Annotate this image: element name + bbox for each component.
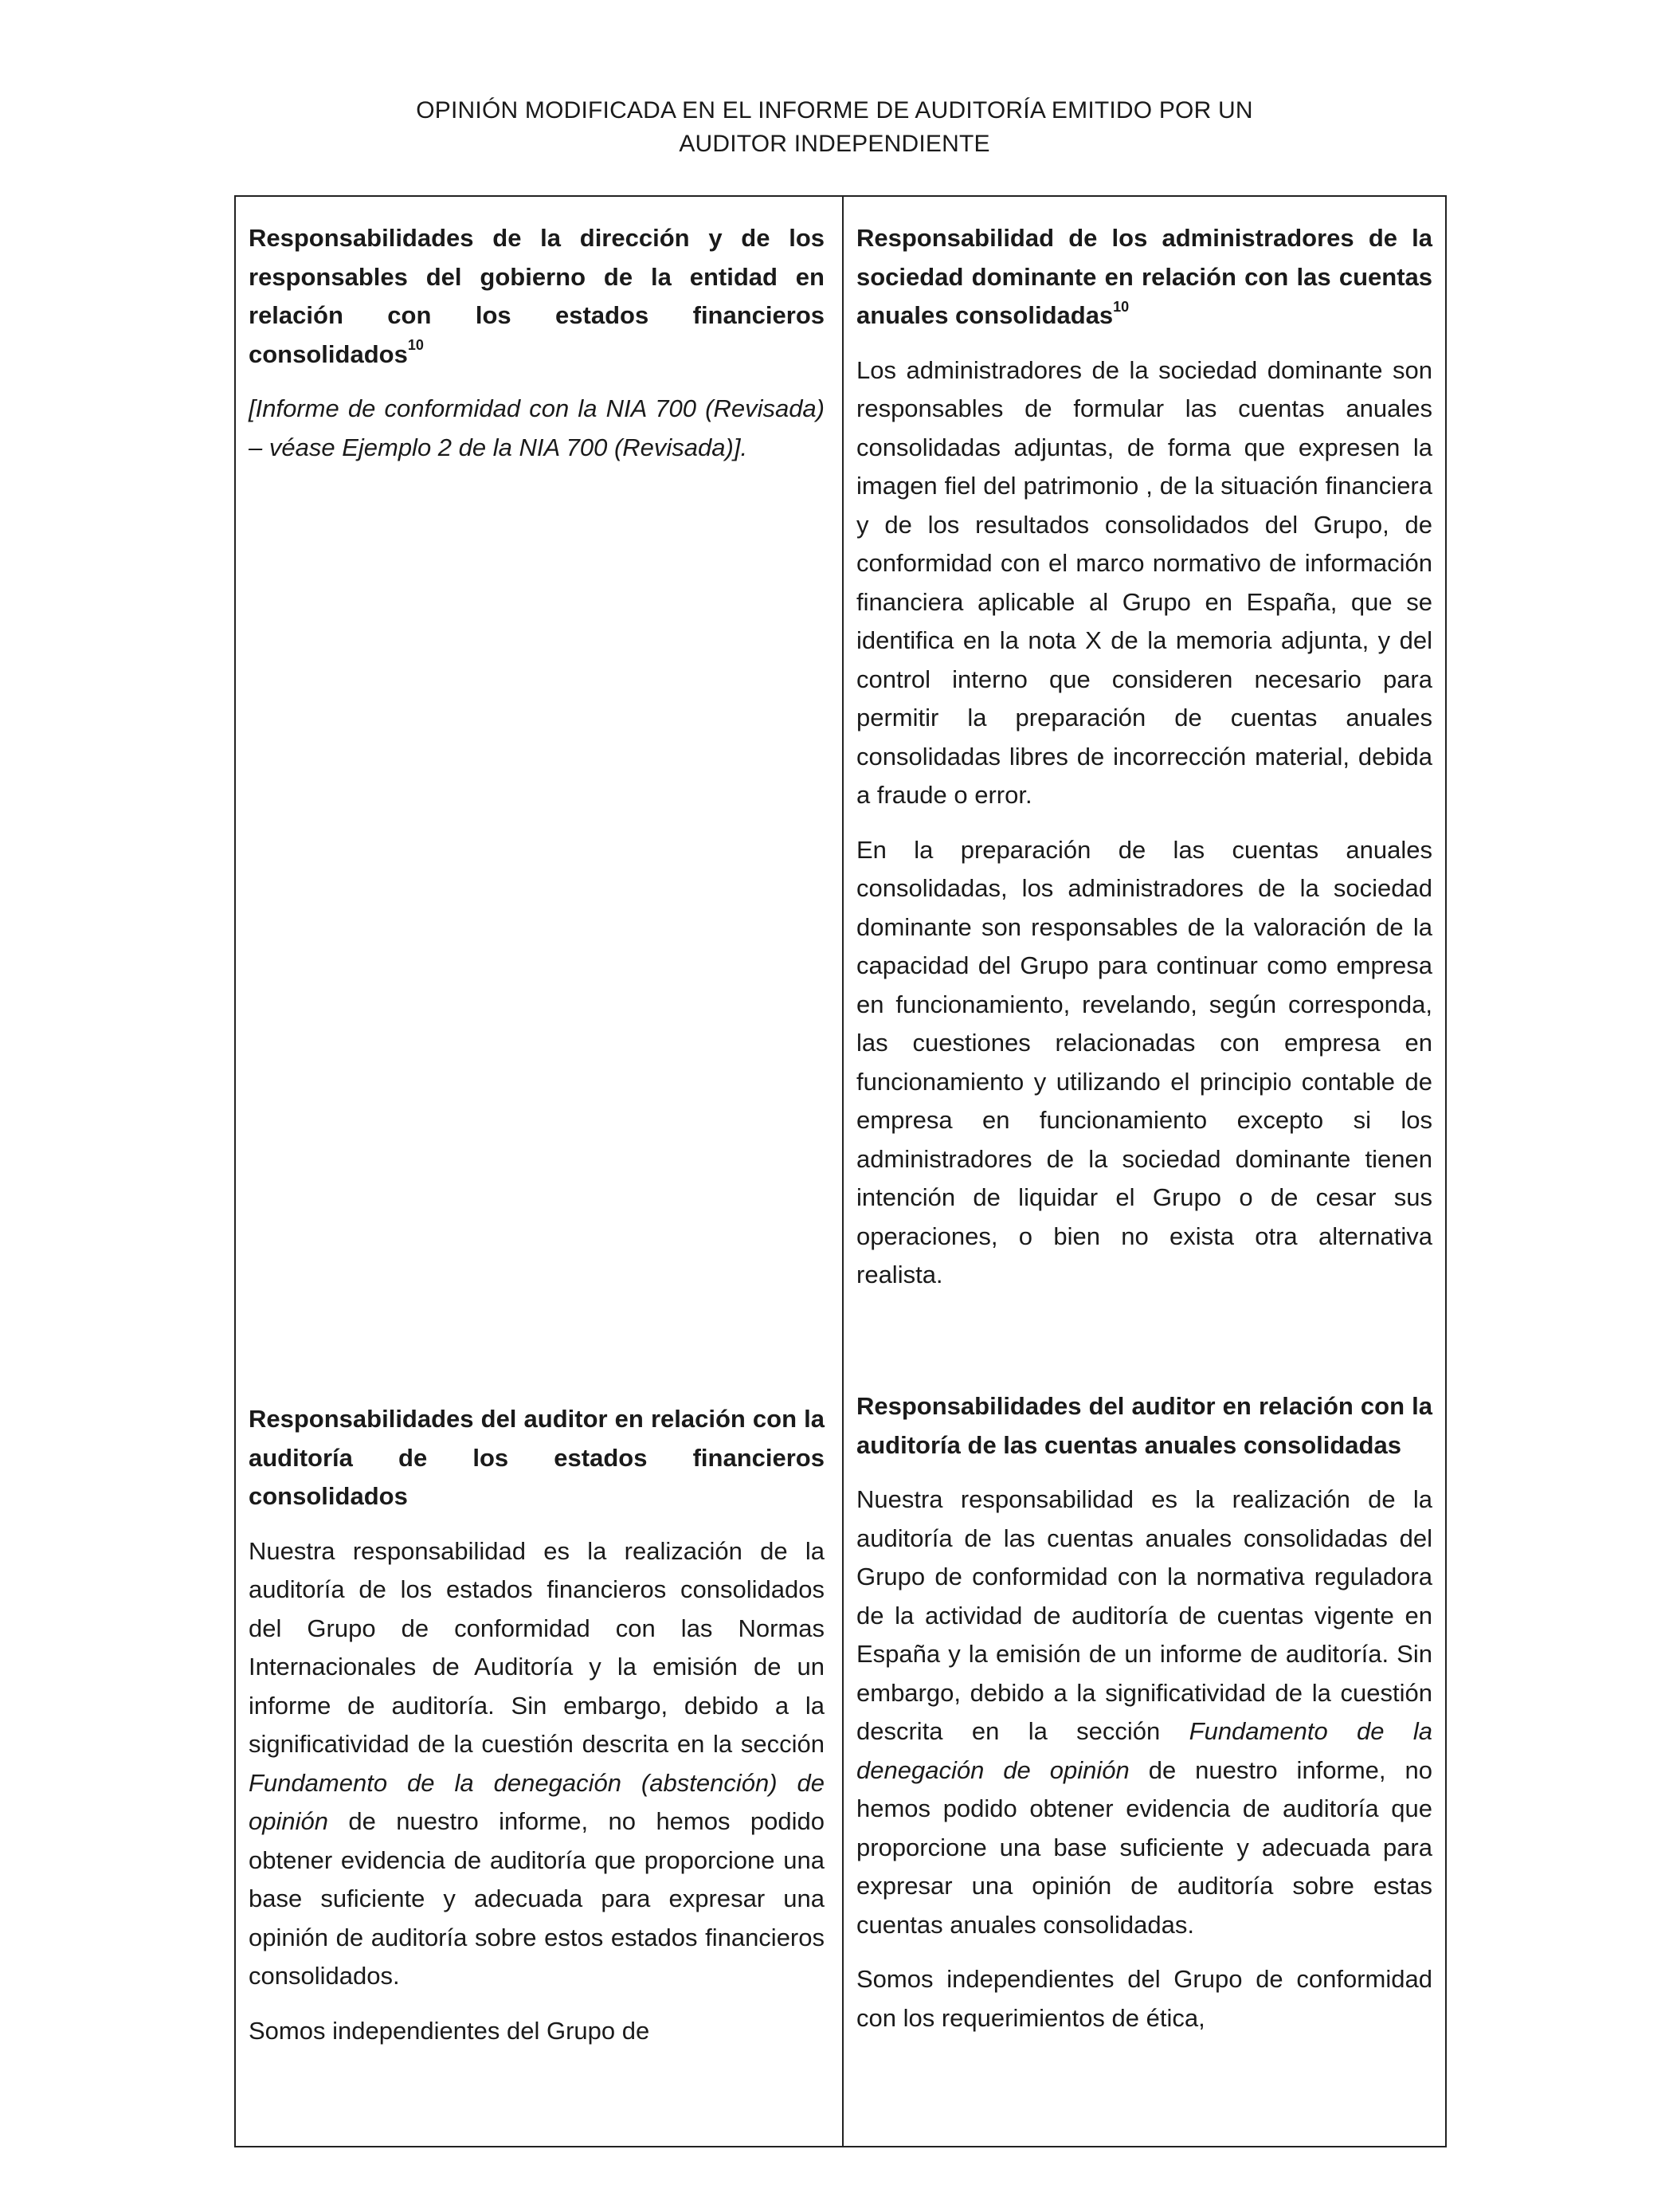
right-section-auditor-responsibilities	[856, 1387, 1432, 2037]
right-section2-title: Responsabilidades del auditor en relación con la auditoría de las cuentas anuales consolidadas	[856, 1392, 1432, 1459]
right-section1-para1: Los administradores de la sociedad dominante son responsables de formular las cuentas anuales consolidadas adjuntas, de forma que expresen la imagen fiel del patrimonio , de la situación financiera y de los resultados consolidados del Grupo, de conformidad con el marco normativo de información financiera aplicable al Grupo en España, que se identifica en la nota X de la memoria adjunta, y del control interno que consideren necesario para permitir la preparación de cuentas anuales consolidadas libres de incorrección material, debida a fraude o error.	[856, 355, 1432, 809]
left-section1-note: [Informe de conformidad con la NIA 700 (Revisada) – véase Ejemplo 2 de la NIA 700 (Revisada)].	[249, 394, 825, 461]
left-section2-para2: Somos independientes del Grupo de	[249, 2016, 650, 2045]
left-section-management-responsibilities	[249, 219, 825, 467]
right-column	[844, 197, 1447, 2146]
right-section2-para2: Somos independientes del Grupo de conformidad con los requerimientos de ética,	[856, 1965, 1432, 2032]
page-header	[0, 94, 1669, 161]
right-section-administrators-responsibilities	[856, 219, 1432, 1295]
left-section2-para1: Nuestra responsabilidad es la realización de la auditoría de los estados financieros consolidados del Grupo de conformidad con las Normas Internacionales de Auditoría y la emisión de un informe de auditoría. Sin embargo, debido a la significatividad de la cuestión descrita en la sección Fundamento de la denegación (abstención) de opinión de nuestro informe, no hemos podido obtener evidencia de auditoría que proporcione una base suficiente y adecuada para expresar una opinión de auditoría sobre estos estados financieros consolidados.	[249, 1536, 825, 1990]
header-line-2: AUDITOR INDEPENDIENTE	[679, 131, 990, 157]
right-section2-italic-ref: Fundamento de la denegación de opinión	[856, 1717, 1432, 1784]
header-line-1: OPINIÓN MODIFICADA EN EL INFORME DE AUDITORÍA EMITIDO POR UN	[416, 97, 1253, 124]
footnote-ref: 10	[407, 337, 424, 354]
right-section2-para1: Nuestra responsabilidad es la realización de la auditoría de las cuentas anuales consolidadas del Grupo de conformidad con la normativa reguladora de la actividad de auditoría de cuentas vigente en España y la emisión de un informe de auditoría. Sin embargo, debido a la significatividad de la cuestión descrita en la sección Fundamento de la denegación de opinión de nuestro informe, no hemos podido obtener evidencia de auditoría que proporcione una base suficiente y adecuada para expresar una opinión de auditoría sobre estas cuentas anuales consolidadas.	[856, 1485, 1432, 1939]
right-section1-title: Responsabilidad de los administradores de la sociedad dominante en relación con las cuentas anuales consolidadas$^{10}$	[856, 224, 1432, 329]
left-section2-title: Responsabilidades del auditor en relación con la auditoría de los estados financieros consolidados	[249, 1405, 825, 1510]
left-section1-title: Responsabilidades de la dirección y de los responsables del gobierno de la entidad en relación con los estados financieros consolidados$^{10}$	[249, 224, 825, 368]
footnote-ref: 10	[1113, 298, 1130, 315]
right-section1-para2: En la preparación de las cuentas anuales consolidadas, los administradores de la sociedad dominante son responsables de la valoración de la capacidad del Grupo para continuar como empresa en funcionamiento, revelando, según corresponda, las cuestiones relacionadas con empresa en funcionamiento y utilizando el principio contable de empresa en funcionamiento excepto si los administradores de la sociedad dominante tienen intención de liquidar el Grupo o de cesar sus operaciones, o bien no exista otra alternativa realista.	[856, 835, 1432, 1288]
left-section-auditor-responsibilities	[249, 1400, 825, 2050]
left-column	[236, 197, 844, 2146]
comparison-table	[234, 195, 1447, 2147]
left-section2-italic-ref: Fundamento de la denegación (abstención) de opinión	[249, 1768, 825, 1835]
